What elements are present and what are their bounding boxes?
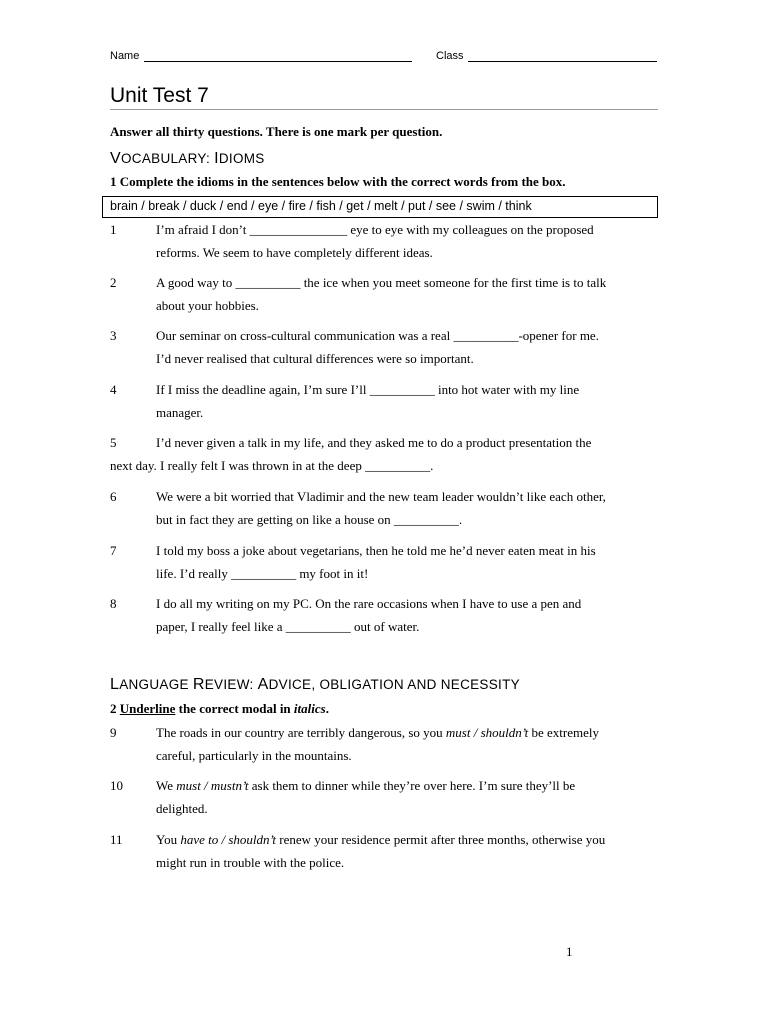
task-end: .	[325, 701, 329, 716]
heading-part: L	[110, 676, 120, 693]
word-box-text: brain / break / duck / end / eye / fire / fish / get / melt / put / see / swim / think	[110, 199, 532, 213]
task-2-instruction	[110, 701, 329, 717]
question-text: Our seminar on cross-cultural communication was a real __________-opener for me.	[156, 328, 599, 343]
modal-choice[interactable]: must / mustn’t	[176, 778, 249, 793]
question-text: A good way to __________ the ice when you meet someone for the first time is to talk	[156, 275, 607, 290]
heading-part: I	[214, 150, 219, 167]
question-number: 10	[110, 778, 123, 793]
question-text: The roads in our country are terribly dangerous, so you	[156, 725, 443, 740]
question-number: 1	[110, 222, 117, 237]
question-text: but in fact they are getting on like a house on __________.	[156, 512, 463, 527]
heading-part: :	[205, 151, 215, 166]
heading-part: DVICE, OBLIGATION AND NECESSITY	[268, 677, 520, 692]
heading-part: V	[110, 150, 121, 167]
question-text: delighted.	[156, 801, 208, 816]
task-text: the correct modal in	[178, 701, 291, 716]
modal-choice[interactable]: have to / shouldn’t	[180, 832, 277, 847]
question-text: life. I’d really __________ my foot in it!	[156, 566, 369, 581]
test-instructions: Answer all thirty questions. There is one mark per question.	[110, 124, 443, 139]
page-title: Unit Test 7	[110, 84, 209, 107]
heading-part: EVIEW	[204, 677, 250, 692]
name-field-line[interactable]	[144, 61, 412, 62]
question-number: 5	[110, 435, 117, 450]
page-number: 1	[566, 944, 573, 959]
question-text: I told my boss a joke about vegetarians, then he told me he’d never eaten meat in his	[156, 543, 596, 558]
question-text: manager.	[156, 405, 204, 420]
question-text: If I miss the deadline again, I’m sure I’ll __________ into hot water with my line	[156, 382, 580, 397]
question-text: I’d never given a talk in my life, and they asked me to do a product presentation the	[156, 435, 592, 450]
question-text: I’m afraid I don’t _______________ eye to eye with my colleagues on the proposed	[156, 222, 594, 237]
section-heading-vocabulary	[110, 150, 265, 168]
question-text: next day. I really felt I was thrown in at the deep __________.	[110, 458, 434, 473]
question-number: 7	[110, 543, 117, 558]
heading-part: R	[192, 676, 205, 693]
section-heading-language-review	[110, 676, 520, 694]
question-text: about your hobbies.	[156, 298, 259, 313]
heading-part: OCABULARY	[120, 151, 206, 166]
question-text: I do all my writing on my PC. On the rare occasions when I have to use a pen and	[156, 596, 582, 611]
question-number: 2	[110, 275, 117, 290]
question-number: 11	[110, 832, 123, 847]
heading-part: ANGUAGE	[119, 677, 193, 692]
question-text: paper, I really feel like a __________ out of water.	[156, 619, 420, 634]
word-box	[102, 196, 658, 218]
question-number: 8	[110, 596, 117, 611]
task-italic-word: italics	[293, 701, 326, 716]
class-label: Class	[436, 50, 464, 62]
question-text: might run in trouble with the police.	[156, 855, 345, 870]
question-text: We were a bit worried that Vladimir and the new team leader wouldn’t like each other,	[156, 489, 606, 504]
question-text: be extremely	[531, 725, 599, 740]
heading-part: A	[257, 676, 269, 693]
title-divider	[110, 109, 658, 110]
question-text: ask them to dinner while they’re over here. I’m sure they’ll be	[251, 778, 576, 793]
heading-part: :	[249, 677, 258, 692]
task-1-instruction	[110, 174, 566, 190]
name-label: Name	[110, 50, 140, 62]
task-number: 1	[110, 174, 117, 189]
modal-choice[interactable]: must / shouldn’t	[445, 725, 529, 740]
question-text: You	[156, 832, 178, 847]
task-text: Complete the idioms in the sentences below with the correct words from the box.	[119, 174, 566, 189]
question-number: 4	[110, 382, 117, 397]
question-number: 6	[110, 489, 117, 504]
question-text: I’d never realised that cultural differences were so important.	[156, 351, 474, 366]
question-text: We	[156, 778, 173, 793]
question-text: renew your residence permit after three months, otherwise you	[279, 832, 606, 847]
question-text: reforms. We seem to have completely different ideas.	[156, 245, 433, 260]
class-field-line[interactable]	[468, 61, 657, 62]
question-number: 9	[110, 725, 117, 740]
heading-part: DIOMS	[218, 151, 265, 166]
question-number: 3	[110, 328, 117, 343]
question-text: careful, particularly in the mountains.	[156, 748, 352, 763]
task-number: 2	[110, 701, 117, 716]
task-underlined-word: Underline	[119, 701, 176, 716]
